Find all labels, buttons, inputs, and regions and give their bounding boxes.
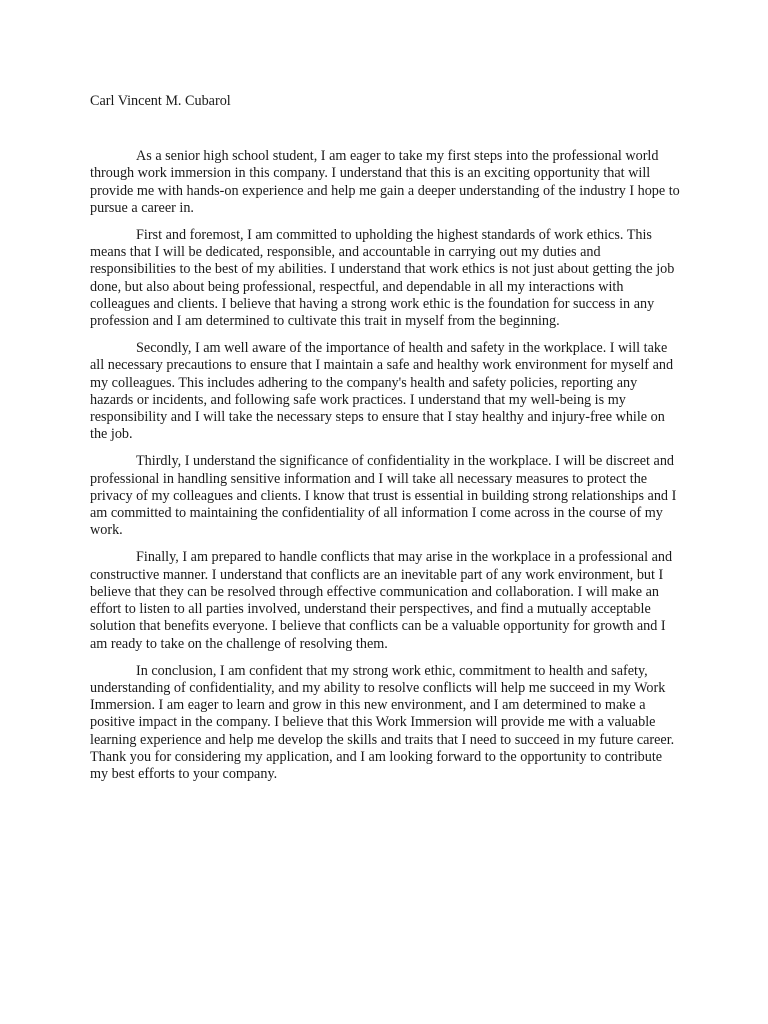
paragraph-conclusion: In conclusion, I am confident that my strong work ethic, commitment to health and safety, understanding of confidentiality, and my ability to resolve conflicts will help me succeed in my Work Immersion. I am eager to learn and grow in this new environment, and I am determined to make a positive impact in the company. I believe that this Work Immersion will provide me with a valuable learning experience and help me develop the skills and traits that I need to succeed in my future career. Thank you for considering my application, and I am looking forward to the opportunity to contribute my best efforts to your company. <box>90 662 675 783</box>
paragraph-work-ethics: First and foremost, I am committed to upholding the highest standards of work ethics. This means that I will be dedicated, responsible, and accountable in carrying out my duties and responsibilities to the best of my abilities. I understand that work ethics is not just about getting the job done, but also about being professional, respectful, and dependable in all my interactions with colleagues and clients. I believe that having a strong work ethic is the foundation for success in any profession and I am determined to cultivate this trait in myself from the beginning. <box>90 226 675 330</box>
author-name: Carl Vincent M. Cubarol <box>90 93 231 109</box>
paragraph-conflicts: Finally, I am prepared to handle conflicts that may arise in the workplace in a professional and constructive manner. I understand that conflicts are an inevitable part of any work environment, but I believe that they can be resolved through effective communication and collaboration. I will make an effort to listen to all parties involved, understand their perspectives, and find a mutually acceptable solution that benefits everyone. I believe that conflicts can be a valuable opportunity for growth and I am ready to take on the challenge of resolving them. <box>90 549 673 652</box>
paragraph-intro: As a senior high school student, I am eager to take my first steps into the professional world through work immersion in this company. I understand that this is an exciting opportunity that will provide me with hands-on experience and help me gain a deeper understanding of the industry I hope to pursue a career in. <box>90 148 680 216</box>
paragraph-confidentiality: Thirdly, I understand the significance of confidentiality in the workplace. I will be discreet and professional in handling sensitive information and I will take all necessary measures to protect the privacy of my colleagues and clients. I know that trust is essential in building strong relationships and I am committed to maintaining the confidentiality of all information I come across in the course of my work. <box>90 453 677 539</box>
paragraph-health-safety: Secondly, I am well aware of the importance of health and safety in the workplace. I will take all necessary precautions to ensure that I maintain a safe and healthy work environment for myself and my colleagues. This includes adhering to the company's health and safety policies, reporting any hazards or incidents, and following safe work practices. I understand that my well-being is my responsibility and I will take the necessary steps to ensure that I stay healthy and injury-free while on the job. <box>90 339 674 443</box>
letter-body <box>90 148 682 793</box>
